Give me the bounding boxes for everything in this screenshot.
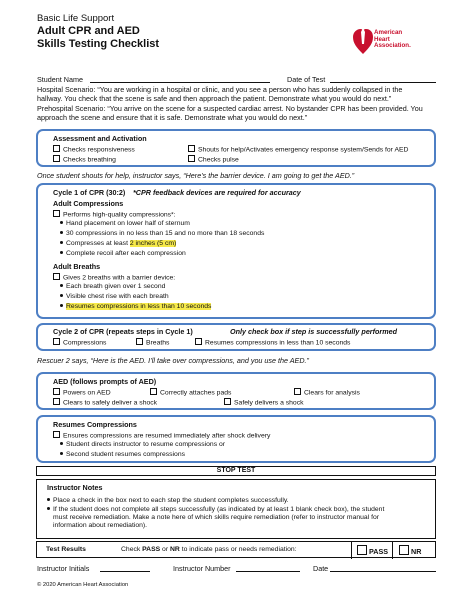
page-title-line1: Adult CPR and AED: [37, 25, 140, 37]
instructor-says-barrier: Once student shouts for help, instructor says, “Here’s the barrier device. I am going to get the AED.”: [37, 171, 355, 180]
check-item-responsiveness[interactable]: Checks responsiveness: [53, 145, 135, 155]
checkbox[interactable]: [53, 388, 60, 395]
stop-test-bar: [36, 466, 436, 476]
note-bullet-2-line1: If the student does not complete all steps successfully (as indicated by at least 1 blank check box), the student: [47, 506, 384, 514]
instructor-notes-section: [36, 479, 436, 539]
resumes-section: [36, 415, 436, 463]
compression-depth-highlight: 2 inches (5 cm): [129, 240, 177, 247]
assessment-title: Assessment and Activation: [53, 134, 147, 143]
bullet-resumes-compressions: [60, 303, 211, 311]
aha-logo: [352, 26, 442, 66]
checkbox[interactable]: [53, 431, 60, 438]
check-item-clears-for-shock[interactable]: Clears to safely deliver a shock: [53, 398, 157, 408]
instructor-initials-field[interactable]: [100, 571, 150, 572]
test-results-row: [36, 541, 436, 558]
aed-title: AED (follows prompts of AED): [53, 377, 157, 386]
resumes-compressions-highlight: Resumes compressions in less than 10 seconds: [66, 303, 212, 310]
checkbox[interactable]: [188, 155, 195, 162]
cycle1-title: Cycle 1 of CPR (30:2): [53, 188, 126, 197]
checkbox[interactable]: [53, 210, 60, 217]
adult-breaths-title: Adult Breaths: [53, 262, 101, 271]
check-item-clears-for-analysis[interactable]: Clears for analysis: [294, 388, 360, 398]
checkbox[interactable]: [53, 155, 60, 162]
bullet-compression-depth: [60, 240, 176, 248]
cycle2-note: Only check box if step is successfully performed: [230, 327, 397, 336]
nr-option[interactable]: NR: [399, 545, 421, 556]
cycle2-section: [36, 323, 436, 351]
checkbox[interactable]: [53, 145, 60, 152]
compression-depth-text: Compresses at least 2 inches (5 cm): [66, 240, 177, 247]
checkbox[interactable]: [53, 398, 60, 405]
test-results-instruction: Check PASS or NR to indicate pass or needs remediation:: [121, 546, 297, 553]
bullet-chest-rise: Visible chest rise with each breath: [60, 293, 169, 301]
student-name-label: Student Name: [37, 75, 83, 84]
signature-date-field[interactable]: [330, 571, 436, 572]
logo-text: American Heart Association.: [374, 29, 411, 50]
pass-option[interactable]: PASS: [357, 545, 388, 556]
checkbox[interactable]: [53, 273, 60, 280]
check-item-breathing[interactable]: Checks breathing: [53, 155, 116, 165]
adult-compressions-title: Adult Compressions: [53, 199, 124, 208]
check-item-ensures-resumed[interactable]: Ensures compressions are resumed immediately after shock delivery: [53, 431, 270, 441]
cycle1-note: *CPR feedback devices are required for accuracy: [133, 188, 301, 197]
check-item-powers-on-aed[interactable]: Powers on AED: [53, 388, 111, 398]
check-item-shouts-for-help[interactable]: Shouts for help/Activates emergency response system/Sends for AED: [188, 145, 408, 155]
page-title-line2: Skills Testing Checklist: [37, 38, 160, 50]
hospital-scenario-line2: hallway. You check that the scene is safe and then approach the patient. Demonstrate what you would do next.”: [37, 94, 392, 103]
signature-date-label: Date: [313, 564, 329, 573]
instructor-number-field[interactable]: [236, 571, 300, 572]
check-item-delivers-shock[interactable]: Safely delivers a shock: [224, 398, 304, 408]
checkbox[interactable]: [150, 388, 157, 395]
cycle1-section: [36, 183, 436, 319]
note-bullet-1: Place a check in the box next to each step the student completes successfully.: [47, 497, 289, 505]
check-item-resumes-compressions[interactable]: Resumes compressions in less than 10 seconds: [195, 338, 350, 348]
date-of-test-field[interactable]: [330, 82, 436, 83]
bullet-hand-placement: Hand placement on lower half of sternum: [60, 220, 190, 228]
nr-checkbox[interactable]: [399, 545, 409, 555]
prehospital-scenario-line2: approach the scene and ensure that it is safe. Demonstrate what you would do next.”: [37, 113, 308, 122]
program-name: Basic Life Support: [37, 13, 115, 24]
check-item-attaches-pads[interactable]: Correctly attaches pads: [150, 388, 231, 398]
note-bullet-2-line2: must receive remediation. Make a note here of which skills require remediation (refer to instructor manual for: [53, 514, 380, 521]
assessment-section: [36, 129, 436, 167]
prehospital-scenario-line1: Prehospital Scenario: “You arrive on the scene for a suspected cardiac arrest. No bystander CPR has been provided. You: [37, 104, 423, 113]
bullet-second-student: Second student resumes compressions: [60, 451, 185, 459]
hospital-scenario-line1: Hospital Scenario: “You are working in a hospital or clinic, and you see a person who has suddenly collapsed in the: [37, 85, 403, 94]
check-item-compressions[interactable]: Compressions: [53, 338, 106, 348]
copyright-footer: © 2020 American Heart Association: [37, 582, 129, 588]
rescuer2-says: Rescuer 2 says, “Here is the AED. I’ll take over compressions, and you use the AED.”: [37, 356, 309, 365]
note-bullet-2-line3: information about remediation).: [53, 522, 148, 529]
check-item-high-quality-compressions[interactable]: Performs high-quality compressions*:: [53, 210, 176, 220]
bullet-breath-duration: Each breath given over 1 second: [60, 283, 165, 291]
aed-section: [36, 372, 436, 410]
instructor-notes-title: Instructor Notes: [47, 483, 103, 492]
bullet-30-compressions: 30 compressions in no less than 15 and no more than 18 seconds: [60, 230, 264, 238]
cycle2-title: Cycle 2 of CPR (repeats steps in Cycle 1): [53, 327, 193, 336]
checkbox[interactable]: [188, 145, 195, 152]
instructor-number-label: Instructor Number: [173, 564, 231, 573]
check-item-breaths[interactable]: Breaths: [136, 338, 169, 348]
checkbox[interactable]: [195, 338, 202, 345]
instructor-initials-label: Instructor Initials: [37, 564, 90, 573]
pass-checkbox[interactable]: [357, 545, 367, 555]
check-item-pulse[interactable]: Checks pulse: [188, 155, 239, 165]
bullet-directs-instructor: Student directs instructor to resume compressions or: [60, 441, 225, 449]
check-item-gives-2-breaths[interactable]: Gives 2 breaths with a barrier device:: [53, 273, 175, 283]
test-results-label: Test Results: [46, 546, 86, 553]
checkbox[interactable]: [53, 338, 60, 345]
heart-torch-icon: [352, 26, 374, 56]
checkbox[interactable]: [136, 338, 143, 345]
checkbox[interactable]: [294, 388, 301, 395]
bullet-complete-recoil: Complete recoil after each compression: [60, 250, 186, 258]
resumes-title: Resumes Compressions: [53, 420, 137, 429]
stop-test-label: STOP TEST: [216, 467, 256, 474]
date-of-test-label: Date of Test: [287, 75, 326, 84]
checkbox[interactable]: [224, 398, 231, 405]
student-name-field[interactable]: [90, 82, 270, 83]
